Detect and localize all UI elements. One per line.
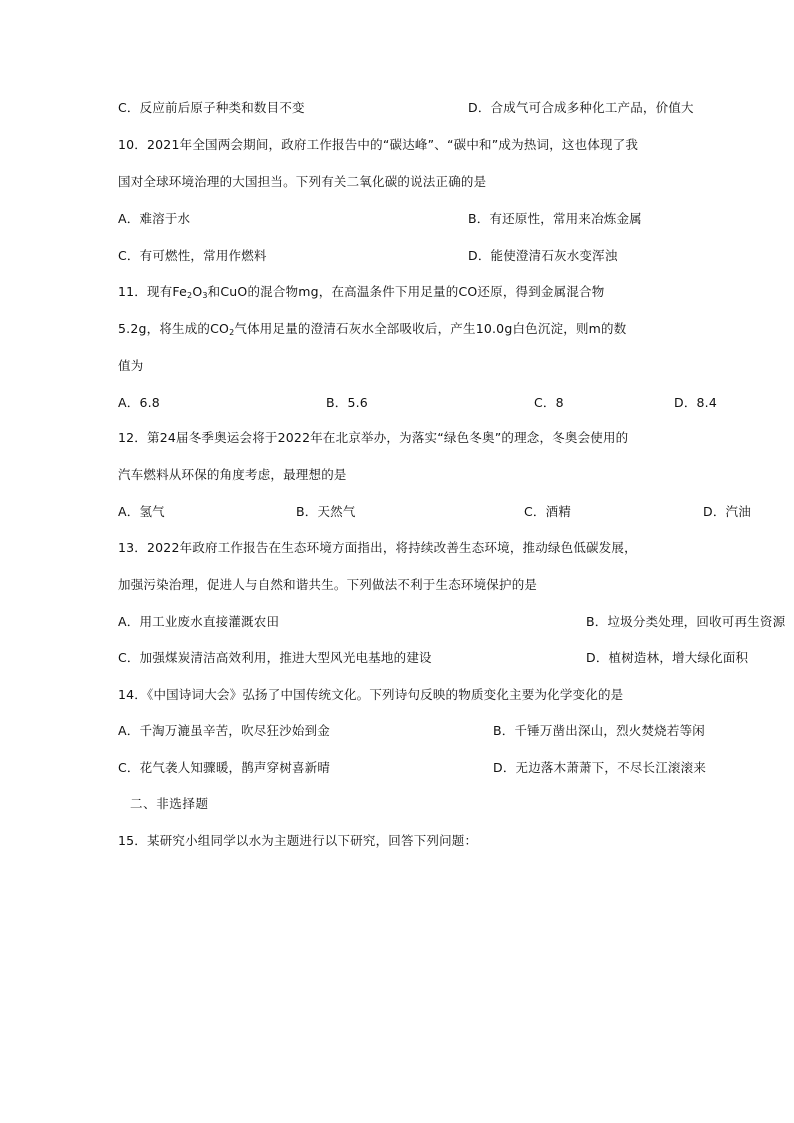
q9-option-d: D．合成气可合成多种化工产品，价值大 (468, 100, 694, 115)
q10-option-b: B．有还原性，常用来冶炼金属 (468, 211, 642, 226)
q11-subscript: 3 (202, 291, 208, 300)
q14-stem: 14．《中国诗词大会》弘扬了中国传统文化。下列诗句反映的物质变化主要为化学变化的是 (118, 687, 624, 702)
q15-stem: 15．某研究小组同学以水为主题进行以下研究，回答下列问题： (118, 833, 478, 848)
q10-stem-line1: 10．2021年全国两会期间，政府工作报告中的“碳达峰”、“碳中和”成为热词，这也体现了我 (118, 137, 639, 152)
q14-option-d: D．无边落木萧萧下，不尽长江滚滚来 (493, 760, 707, 775)
q11-option-c: C．8 (534, 395, 564, 410)
q13-option-c: C．加强煤炭清洁高效利用，推进大型风光电基地的建设 (118, 650, 432, 665)
section-heading: 二、非选择题 (130, 796, 209, 811)
q12-stem-line2: 汽车燃料从环保的角度考虑，最理想的是 (118, 467, 347, 482)
q12-option-d: D．汽油 (703, 504, 751, 519)
q11-stem-line2 (118, 321, 626, 337)
q10-option-a: A．难溶于水 (118, 211, 191, 226)
q11-text-part: 和CuO的混合物mg，在高温条件下用足量的CO还原，得到金属混合物 (207, 284, 605, 299)
q13-stem-line1: 13．2022年政府工作报告在生态环境方面指出，将持续改善生态环境，推动绿色低碳发展， (118, 540, 637, 555)
q12-option-c: C．酒精 (524, 504, 572, 519)
q11-text-part: O (192, 284, 203, 299)
q11-stem-line1 (118, 284, 604, 300)
q13-stem-line2: 加强污染治理，促进人与自然和谐共生。下列做法不利于生态环境保护的是 (118, 577, 538, 592)
q12-option-b: B．天然气 (296, 504, 356, 519)
q11-text-part: 11．现有Fe (118, 284, 188, 299)
q10-option-d: D．能使澄清石灰水变浑浊 (468, 248, 618, 263)
q11-option-a: A．6.8 (118, 395, 160, 410)
q13-option-a: A．用工业废水直接灌溉农田 (118, 614, 280, 629)
q13-option-b: B．垃圾分类处理，回收可再生资源 (586, 614, 786, 629)
q12-option-a: A．氢气 (118, 504, 165, 519)
q9-option-c: C．反应前后原子种类和数目不变 (118, 100, 305, 115)
q11-subscript: 2 (187, 291, 193, 300)
q11-stem-line3: 值为 (118, 358, 144, 373)
q11-text-part: 气体用足量的澄清石灰水全部吸收后，产生10.0g白色沉淀，则m的数 (234, 321, 627, 336)
q12-stem-line1: 12．第24届冬季奥运会将于2022年在北京举办，为落实“绿色冬奥”的理念，冬奥会使用的 (118, 430, 629, 445)
q11-option-b: B．5.6 (326, 395, 368, 410)
q13-option-d: D．植树造林，增大绿化面积 (586, 650, 749, 665)
q14-option-c: C．花气袭人知骤暖，鹊声穿树喜新晴 (118, 760, 331, 775)
q11-option-d: D．8.4 (674, 395, 718, 410)
q11-text-part: 5.2g，将生成的CO (118, 321, 230, 336)
q10-stem-line2: 国对全球环境治理的大国担当。下列有关二氧化碳的说法正确的是 (118, 174, 487, 189)
q14-option-b: B．千锤万凿出深山，烈火焚烧若等闲 (493, 723, 705, 738)
q11-subscript: 2 (229, 328, 235, 337)
q10-option-c: C．有可燃性，常用作燃料 (118, 248, 267, 263)
q14-option-a: A．千淘万漉虽辛苦，吹尽狂沙始到金 (118, 723, 330, 738)
